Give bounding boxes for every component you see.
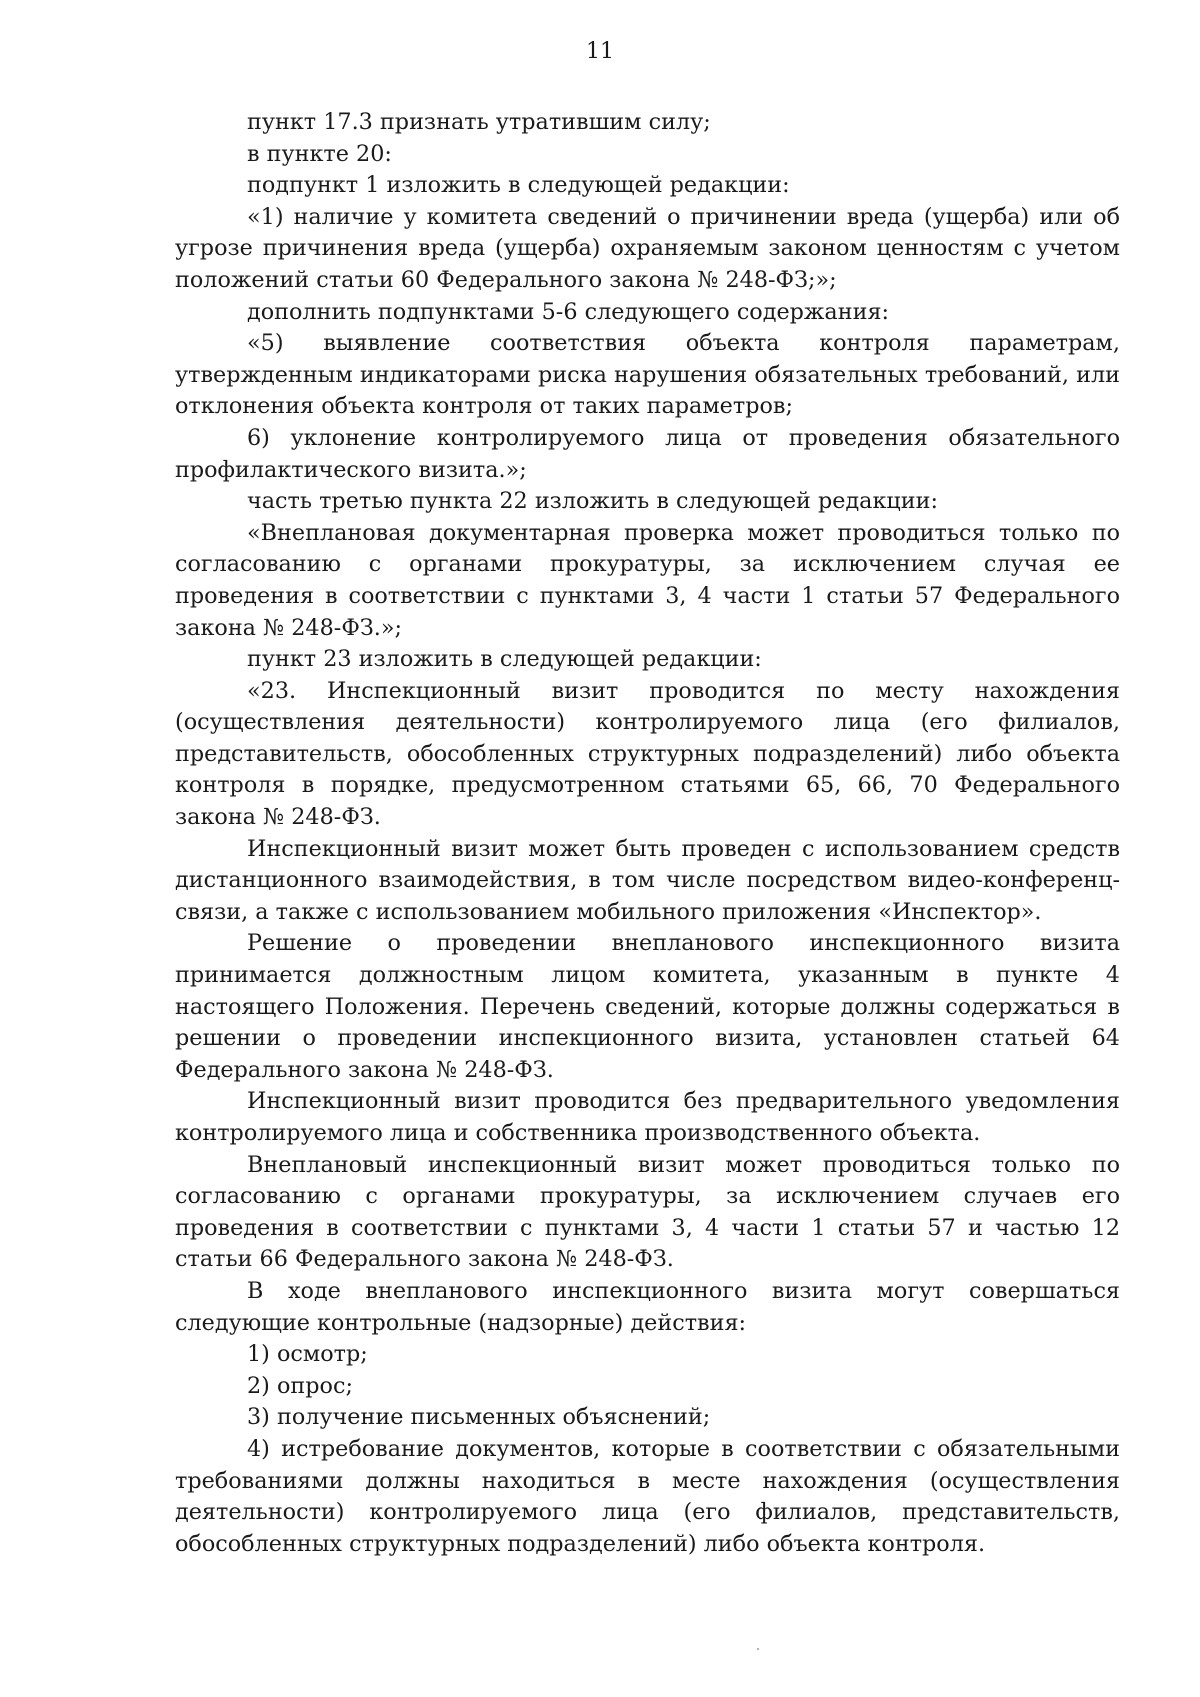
paragraph: «Внеплановая документарная проверка может проводиться только по согласованию с органами прокуратуры, за исключением случая ее проведения в соответствии с пунктами 3, 4 части 1 статьи 57 Федерального закона № 248-ФЗ.»; xyxy=(175,519,1120,641)
paragraph: «5) выявление соответствия объекта контроля параметрам, утвержденным индикаторами риска нарушения обязательных требований, или отклонения объекта контроля от таких параметров; xyxy=(175,330,1120,420)
paragraph: дополнить подпунктами 5-6 следующего содержания: xyxy=(247,298,890,325)
paragraph: Инспекционный визит может быть проведен с использованием средств дистанционного взаимодействия, в том числе посредством видео-конференц-связи, а также с использованием мобильного приложения «Инспектор». xyxy=(175,835,1120,925)
paragraph: «1) наличие у комитета сведений о причинении вреда (ущерба) или об угрозе причинения вреда (ущерба) охраняемым законом ценностям с учетом положений статьи 60 Федерального закона № 248-ФЗ;»; xyxy=(175,203,1120,293)
paragraph: 1) осмотр; xyxy=(247,1341,368,1368)
page-number: 11 xyxy=(586,39,614,64)
paragraph: В ходе внепланового инспекционного визита могут совершаться следующие контрольные (надзорные) действия: xyxy=(175,1277,1120,1336)
paragraph: 4) истребование документов, которые в соответствии с обязательными требованиями должны находиться в месте нахождения (осуществления деятельности) контролируемого лица (его филиалов, представительств, обособленных структурных подразделений) либо объекта контроля. xyxy=(175,1435,1120,1557)
paragraph: Решение о проведении внепланового инспекционного визита принимается должностным лицом комитета, указанным в пункте 4 настоящего Положения. Перечень сведений, которые должны содержаться в решении о проведении инспекционного визита, установлен статьей 64 Федерального закона № 248-ФЗ. xyxy=(175,930,1120,1083)
paragraph: 3) получение письменных объяснений; xyxy=(247,1404,711,1431)
document-body xyxy=(175,107,1120,1560)
paragraph: в пункте 20: xyxy=(247,140,392,167)
paragraph: часть третью пункта 22 изложить в следующей редакции: xyxy=(247,488,938,515)
paragraph: Инспекционный визит проводится без предварительного уведомления контролируемого лица и собственника производственного объекта. xyxy=(175,1088,1120,1146)
scan-speck xyxy=(757,1648,759,1650)
paragraph: Внеплановый инспекционный визит может проводиться только по согласованию с органами прокуратуры, за исключением случаев его проведения в соответствии с пунктами 3, 4 части 1 статьи 57 и частью 12 статьи 66 Федерального закона № 248-ФЗ. xyxy=(175,1151,1120,1273)
paragraph: пункт 23 изложить в следующей редакции: xyxy=(247,646,762,673)
paragraph: «23. Инспекционный визит проводится по месту нахождения (осуществления деятельности) контролируемого лица (его филиалов, представительств, обособленных структурных подразделений) либо объекта контроля в порядке, предусмотренном статьями 65, 66, 70 Федерального закона № 248-ФЗ. xyxy=(175,677,1120,831)
paragraph: 6) уклонение контролируемого лица от проведения обязательного профилактического визита.»; xyxy=(175,424,1120,483)
paragraph: пункт 17.3 признать утратившим силу; xyxy=(247,109,711,135)
paragraph: подпункт 1 изложить в следующей редакции: xyxy=(247,172,790,199)
paragraph: 2) опрос; xyxy=(247,1372,353,1399)
